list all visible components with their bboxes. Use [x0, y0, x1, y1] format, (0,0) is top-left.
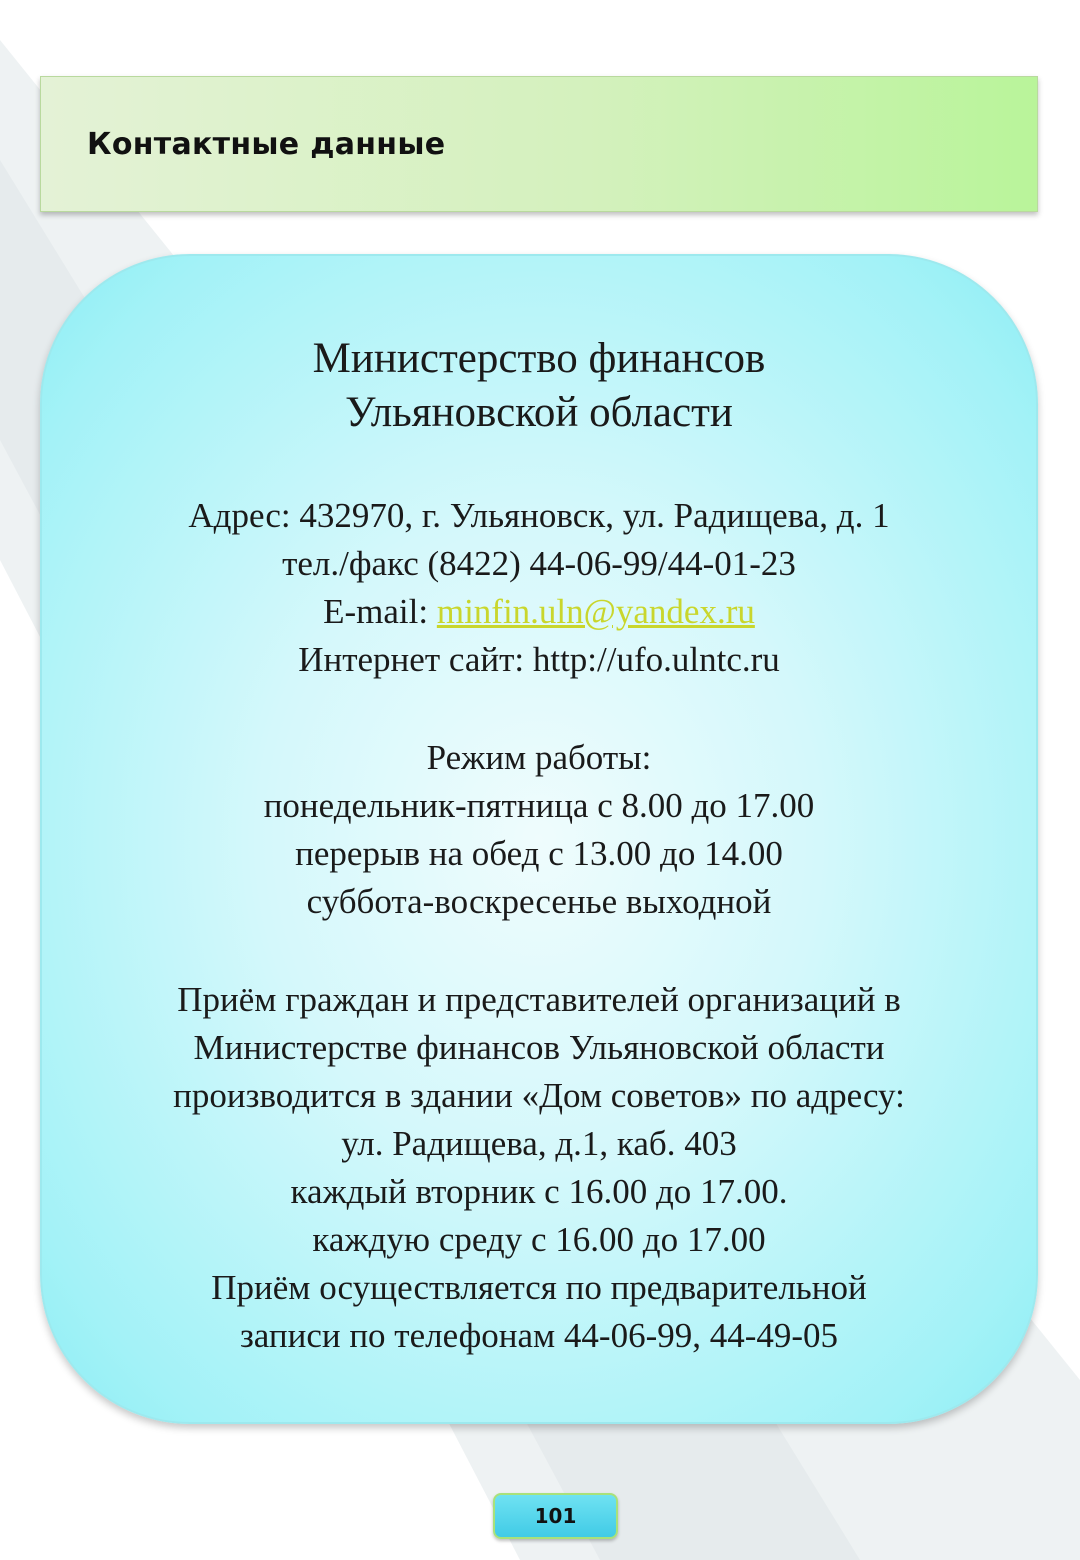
page-title: Контактные данные: [87, 127, 446, 162]
reception-line: записи по телефонам 44-06-99, 44-49-05: [239, 1316, 839, 1355]
schedule-weekdays: понедельник-пятница с 8.00 до 17.00: [263, 786, 815, 825]
reception-line: каждый вторник с 16.00 до 17.00.: [290, 1172, 788, 1211]
schedule-title: Режим работы:: [426, 738, 652, 777]
org-name-line1: Министерство финансов: [312, 335, 766, 382]
phone-text: тел./факс (8422) 44-06-99/44-01-23: [282, 544, 796, 583]
address-text: Адрес: 432970, г. Ульяновск, ул. Радищева, д. 1: [188, 496, 890, 535]
reception-line: Приём осуществляется по предварительной: [211, 1268, 867, 1307]
contact-card-content: [42, 332, 1036, 1360]
email-link[interactable]: minfin.uln@yandex.ru: [436, 592, 755, 631]
schedule-weekend: суббота-воскресенье выходной: [306, 882, 772, 921]
reception-line: Приём граждан и представителей организаций в: [177, 980, 901, 1019]
email-label: E-mail:: [323, 592, 437, 631]
email-row: [42, 588, 1036, 636]
reception-line: производится в здании «Дом советов» по адресу:: [173, 1076, 905, 1115]
reception-line: ул. Радищева, д.1, каб. 403: [341, 1124, 737, 1163]
reception-line: каждую среду с 16.00 до 17.00: [312, 1220, 766, 1259]
header-banner: [40, 76, 1038, 212]
org-name-line2: Ульяновской области: [345, 389, 733, 436]
schedule-lunch: перерыв на обед с 13.00 до 14.00: [295, 834, 783, 873]
page-number-badge: 101: [493, 1493, 618, 1539]
website-text: Интернет сайт: http://ufo.ulntc.ru: [298, 640, 780, 679]
contact-card: [40, 254, 1038, 1424]
reception-line: Министерстве финансов Ульяновской области: [193, 1028, 885, 1067]
